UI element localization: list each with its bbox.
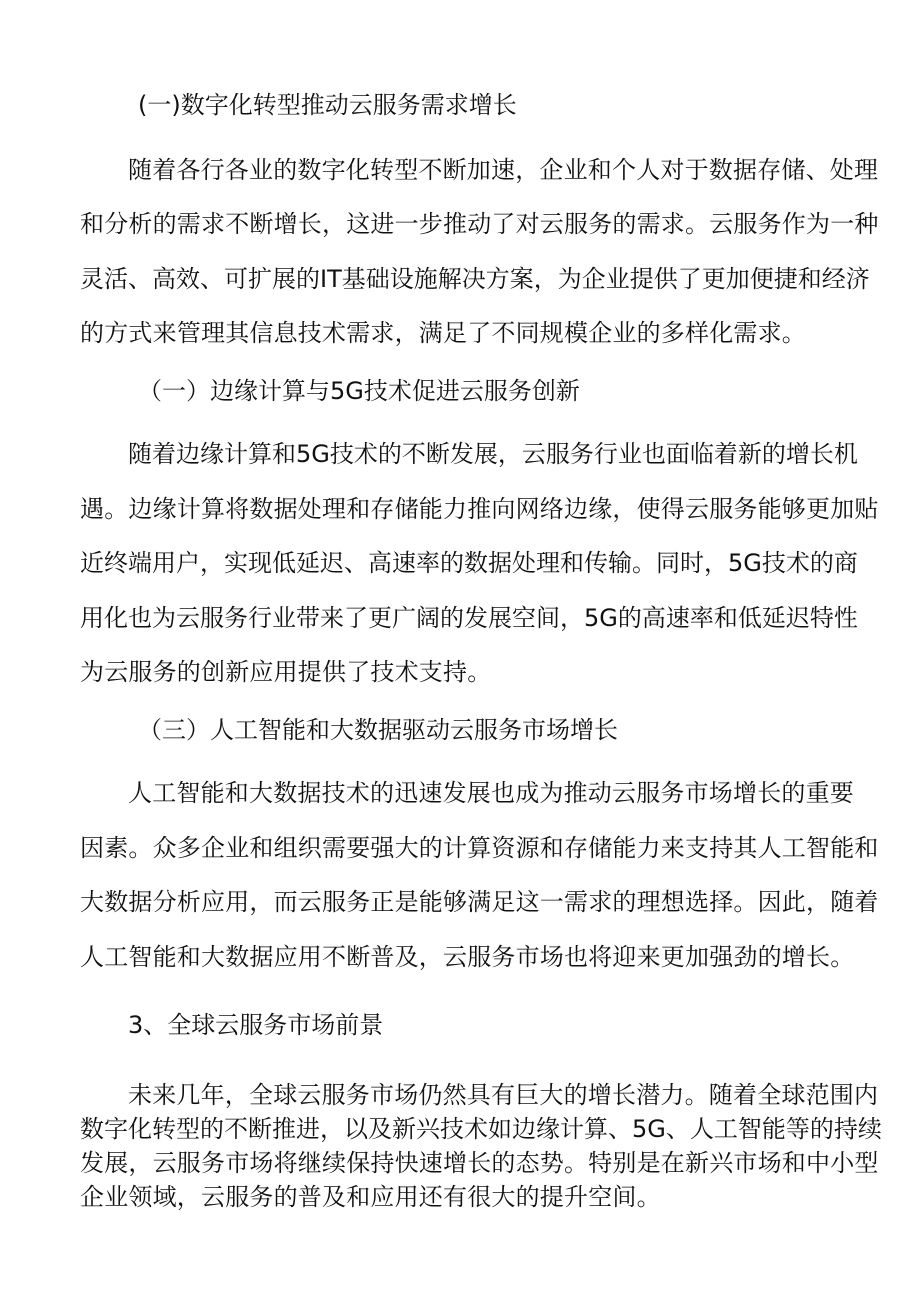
- paragraph-line: 近终端用户，实现低延迟、高速率的数据处理和传输。同时，5G技术的商: [80, 549, 858, 577]
- paragraph-line: 因素。众多企业和组织需要强大的计算资源和存储能力来支持其人工智能和: [80, 834, 879, 862]
- section-heading: 3、全球云服务市场前景: [128, 1011, 384, 1039]
- section-heading: (一)数字化转型推动云服务需求增长: [138, 91, 517, 119]
- paragraph-line: 随着边缘计算和5G技术的不断发展，云服务行业也面临着新的增长机: [128, 440, 858, 468]
- paragraph-line: 的方式来管理其信息技术需求，满足了不同规模企业的多样化需求。: [80, 319, 806, 347]
- paragraph-line: 数字化转型的不断推进，以及新兴技术如边缘计算、5G、人工智能等的持续: [80, 1115, 882, 1143]
- paragraph-line: 为云服务的创新应用提供了技术支持。: [80, 658, 492, 686]
- paragraph-line: 人工智能和大数据技术的迅速发展也成为推动云服务市场增长的重要: [128, 779, 854, 807]
- section-heading: （三）人工智能和大数据驱动云服务市场增长: [138, 716, 618, 744]
- paragraph-line: 人工智能和大数据应用不断普及，云服务市场也将迎来更加强劲的增长。: [80, 943, 855, 971]
- paragraph-line: 随着各行各业的数字化转型不断加速，企业和个人对于数据存储、处理: [128, 156, 879, 184]
- paragraph-line: 发展，云服务市场将继续保持快速增长的态势。特别是在新兴市场和中小型: [80, 1149, 879, 1177]
- paragraph-line: 企业领域，云服务的普及和应用还有很大的提升空间。: [80, 1183, 661, 1211]
- paragraph-line: 和分析的需求不断增长，这进一步推动了对云服务的需求。云服务作为一种: [80, 210, 879, 238]
- paragraph-line: 用化也为云服务行业带来了更广阔的发展空间，5G的高速率和低延迟特性: [80, 604, 858, 632]
- paragraph-line: 未来几年，全球云服务市场仍然具有巨大的增长潜力。随着全球范围内: [128, 1081, 879, 1109]
- section-heading: （一）边缘计算与5G技术促进云服务创新: [138, 377, 580, 405]
- paragraph-line: 遇。边缘计算将数据处理和存储能力推向网络边缘，使得云服务能够更加贴: [80, 495, 879, 523]
- paragraph-line: 灵活、高效、可扩展的IT基础设施解决方案，为企业提供了更加便捷和经济: [80, 265, 870, 293]
- paragraph-line: 大数据分析应用，而云服务正是能够满足这一需求的理想选择。因此，随着: [80, 888, 879, 916]
